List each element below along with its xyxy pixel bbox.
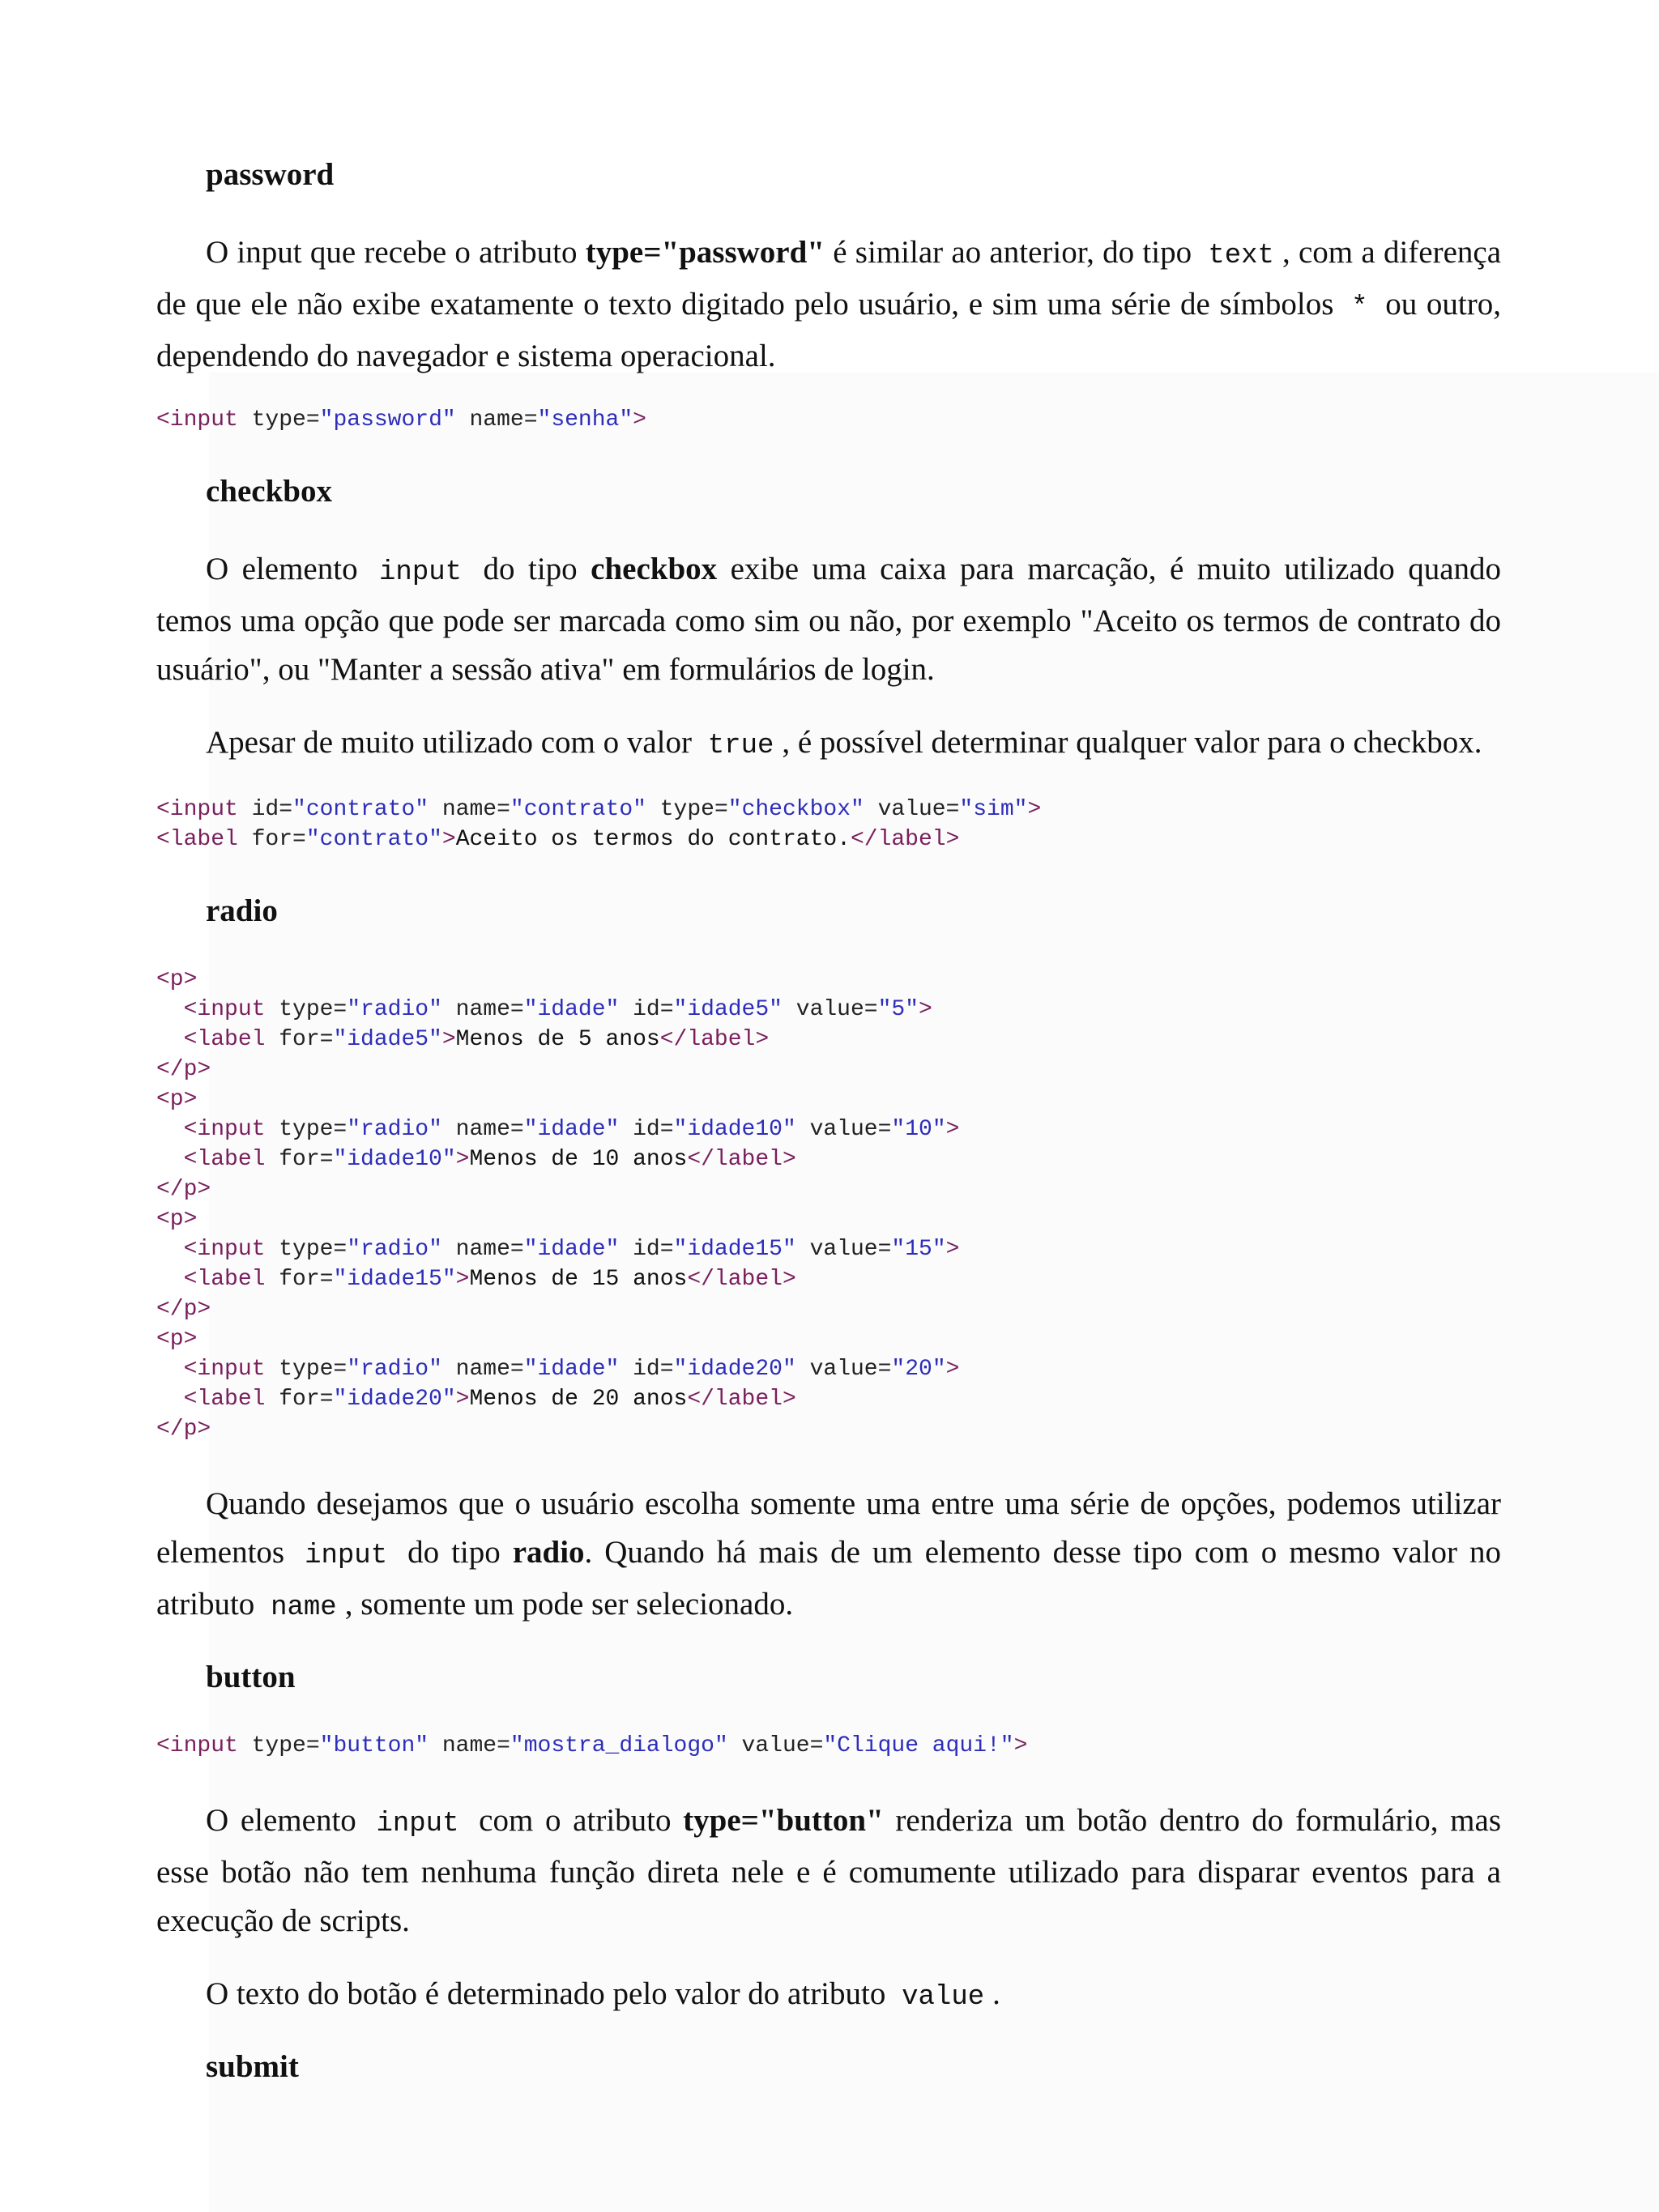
code-token: Menos de 5 anos bbox=[455, 1027, 660, 1052]
code-token: </label> bbox=[659, 1027, 770, 1052]
text: Apesar de muito utilizado com o valor bbox=[206, 725, 700, 760]
inline-code: input bbox=[379, 557, 463, 588]
code-token: </p> bbox=[156, 1177, 211, 1202]
code-token: > bbox=[1013, 1733, 1028, 1758]
code-token: "radio" bbox=[347, 1237, 442, 1262]
paragraph-checkbox-1 bbox=[156, 545, 1501, 694]
code-token: > bbox=[455, 1147, 470, 1172]
code-token: > bbox=[441, 1027, 456, 1052]
code-token: name= bbox=[429, 1733, 510, 1758]
code-token: Menos de 15 anos bbox=[469, 1267, 688, 1292]
code-token: type= bbox=[265, 997, 348, 1022]
code-token: name= bbox=[441, 1357, 524, 1382]
code-token: <label bbox=[156, 1147, 266, 1172]
code-token: > bbox=[455, 1267, 470, 1292]
text: . bbox=[992, 1976, 1000, 2011]
code-token: "contrato" bbox=[292, 797, 429, 822]
text: O input que recebe o atributo bbox=[206, 235, 586, 270]
code-token: </label> bbox=[687, 1267, 796, 1292]
code-block-password bbox=[156, 405, 1501, 435]
text: do tipo bbox=[470, 552, 591, 586]
code-token: </p> bbox=[156, 1417, 211, 1442]
code-token: <input bbox=[156, 1237, 266, 1262]
code-token: value= bbox=[795, 1357, 892, 1382]
code-token: value= bbox=[864, 797, 960, 822]
strong-text: checkbox bbox=[591, 552, 718, 586]
code-token: > bbox=[945, 1237, 960, 1262]
code-token: for= bbox=[265, 1147, 334, 1172]
heading-submit: submit bbox=[206, 2049, 299, 2084]
inline-code: input bbox=[305, 1541, 388, 1571]
text: é similar ao anterior, do tipo bbox=[824, 235, 1201, 270]
paragraph-radio bbox=[156, 1480, 1501, 1632]
inline-code: name bbox=[271, 1592, 337, 1623]
text: ou outro, dependendo do navegador e sistema operacional. bbox=[156, 287, 1501, 373]
heading-password: password bbox=[206, 157, 335, 192]
code-block-radio bbox=[156, 965, 1501, 1444]
code-token: "password" bbox=[319, 407, 456, 433]
code-token: "Clique aqui!" bbox=[823, 1733, 1014, 1758]
code-token: </p> bbox=[156, 1297, 211, 1322]
code-token: "5" bbox=[877, 997, 919, 1022]
text: do tipo bbox=[395, 1535, 513, 1570]
inline-code: value bbox=[902, 1982, 985, 2013]
heading-checkbox: checkbox bbox=[206, 474, 332, 509]
code-token: "15" bbox=[891, 1237, 946, 1262]
code-token: <p> bbox=[156, 1207, 198, 1232]
code-token: <input bbox=[156, 797, 238, 822]
code-token: > bbox=[633, 407, 646, 433]
inline-code: input bbox=[376, 1809, 459, 1839]
text: . Quando há mais de um elemento desse tipo com o mesmo valor no atributo bbox=[156, 1535, 1501, 1622]
code-token: name= bbox=[429, 797, 510, 822]
code-token: "idade5" bbox=[333, 1027, 442, 1052]
text: , é possível determinar qualquer valor para o checkbox. bbox=[782, 725, 1482, 760]
code-token: "idade" bbox=[523, 1237, 620, 1262]
code-token: name= bbox=[441, 1117, 524, 1142]
code-token: id= bbox=[619, 1117, 674, 1142]
text: , somente um pode ser selecionado. bbox=[344, 1587, 794, 1622]
code-token: for= bbox=[265, 1387, 334, 1412]
code-token: "idade10" bbox=[673, 1117, 796, 1142]
code-token: "idade15" bbox=[333, 1267, 456, 1292]
code-token: "radio" bbox=[347, 1117, 442, 1142]
code-token: "idade" bbox=[523, 1357, 620, 1382]
code-token: > bbox=[1027, 797, 1042, 822]
code-token: <p> bbox=[156, 1327, 198, 1352]
code-token: <input bbox=[156, 1733, 238, 1758]
code-token: id= bbox=[619, 1357, 674, 1382]
code-token: "mostra_dialogo" bbox=[510, 1733, 728, 1758]
text: , com a diferença de que ele não exibe exatamente o texto digitado pelo usuário, e sim uma série de símbolos bbox=[156, 235, 1501, 322]
code-token: </label> bbox=[687, 1387, 796, 1412]
code-token: <label bbox=[156, 1387, 266, 1412]
code-token: "senha" bbox=[537, 407, 633, 433]
code-token: value= bbox=[795, 1237, 892, 1262]
content bbox=[156, 154, 1501, 2120]
text: renderiza um botão dentro do formulário, mas esse botão não tem nenhuma função direta nele e é comumente utilizado para disparar eventos para a execução de scripts. bbox=[156, 1803, 1502, 1938]
code-token: "idade20" bbox=[333, 1387, 456, 1412]
text: com o atributo bbox=[467, 1803, 684, 1838]
heading-radio: radio bbox=[206, 893, 278, 928]
code-token: "radio" bbox=[347, 1357, 442, 1382]
text: Quando desejamos que o usuário escolha somente uma entre uma série de opções, podemos utilizar elementos bbox=[156, 1486, 1501, 1570]
code-token: </p> bbox=[156, 1057, 211, 1082]
code-token: <input bbox=[156, 1357, 266, 1382]
code-token: "button" bbox=[319, 1733, 429, 1758]
code-token: "idade5" bbox=[673, 997, 783, 1022]
code-token: for= bbox=[265, 1027, 334, 1052]
code-token: "checkbox" bbox=[727, 797, 864, 822]
code-token: "sim" bbox=[959, 797, 1028, 822]
code-token: </label> bbox=[850, 827, 960, 852]
code-token: type= bbox=[237, 407, 320, 433]
code-token: <p> bbox=[156, 1087, 198, 1112]
code-token: <p> bbox=[156, 967, 198, 992]
code-token: "10" bbox=[891, 1117, 946, 1142]
code-token: > bbox=[441, 827, 456, 852]
code-token: <input bbox=[156, 407, 238, 433]
paragraph-password bbox=[156, 228, 1501, 381]
code-token: Menos de 20 anos bbox=[469, 1387, 688, 1412]
code-token: Menos de 10 anos bbox=[469, 1147, 688, 1172]
heading-button: button bbox=[206, 1660, 296, 1694]
code-token: </label> bbox=[687, 1147, 796, 1172]
code-token: type= bbox=[646, 797, 728, 822]
text: exibe uma caixa para marcação, é muito utilizado quando temos uma opção que pode ser marcada como sim ou não, por exemplo "Aceito os termos de contrato do usuário", ou "Manter a sessão ativa" em formulários de login. bbox=[156, 552, 1502, 687]
code-token: type= bbox=[265, 1237, 348, 1262]
code-token: "idade" bbox=[523, 997, 620, 1022]
code-token: name= bbox=[441, 997, 524, 1022]
paragraph-button-2 bbox=[156, 1970, 1501, 2022]
inline-code: text bbox=[1208, 241, 1274, 271]
code-token: > bbox=[945, 1117, 960, 1142]
code-token: <input bbox=[156, 1117, 266, 1142]
code-token: for= bbox=[237, 827, 306, 852]
code-token: "idade20" bbox=[673, 1357, 796, 1382]
text: O elemento bbox=[206, 1803, 369, 1838]
code-token: value= bbox=[795, 1117, 892, 1142]
code-token: "20" bbox=[891, 1357, 946, 1382]
text: O texto do botão é determinado pelo valor do atributo bbox=[206, 1976, 894, 2011]
code-token: > bbox=[945, 1357, 960, 1382]
strong-text: type="password" bbox=[585, 235, 825, 270]
code-token: "radio" bbox=[347, 997, 442, 1022]
code-token: type= bbox=[265, 1357, 348, 1382]
code-token: <label bbox=[156, 827, 238, 852]
code-token: "idade15" bbox=[673, 1237, 796, 1262]
inline-code: * bbox=[1351, 292, 1368, 323]
code-token: value= bbox=[727, 1733, 824, 1758]
code-token: "contrato" bbox=[510, 797, 646, 822]
code-token: <input bbox=[156, 997, 266, 1022]
strong-text: radio bbox=[512, 1535, 585, 1570]
code-token: "idade" bbox=[523, 1117, 620, 1142]
code-token: <label bbox=[156, 1267, 266, 1292]
text: O elemento bbox=[206, 552, 372, 586]
code-token: type= bbox=[237, 1733, 320, 1758]
paragraph-checkbox-2 bbox=[156, 718, 1501, 770]
code-token: type= bbox=[265, 1117, 348, 1142]
inline-code: true bbox=[707, 731, 774, 761]
code-token: "idade10" bbox=[333, 1147, 456, 1172]
code-token: for= bbox=[265, 1267, 334, 1292]
code-token: > bbox=[455, 1387, 470, 1412]
code-token: > bbox=[919, 997, 932, 1022]
code-token: name= bbox=[455, 407, 538, 433]
strong-text: type="button" bbox=[683, 1803, 884, 1838]
code-block-button bbox=[156, 1731, 1501, 1761]
paragraph-button-1 bbox=[156, 1796, 1501, 1946]
code-token: id= bbox=[619, 997, 674, 1022]
code-token: name= bbox=[441, 1237, 524, 1262]
code-token: id= bbox=[619, 1237, 674, 1262]
code-token: id= bbox=[237, 797, 293, 822]
code-token: Aceito os termos do contrato. bbox=[455, 827, 851, 852]
code-token: value= bbox=[782, 997, 878, 1022]
code-token: "contrato" bbox=[305, 827, 442, 852]
code-token: <label bbox=[156, 1027, 266, 1052]
code-block-checkbox bbox=[156, 795, 1501, 855]
